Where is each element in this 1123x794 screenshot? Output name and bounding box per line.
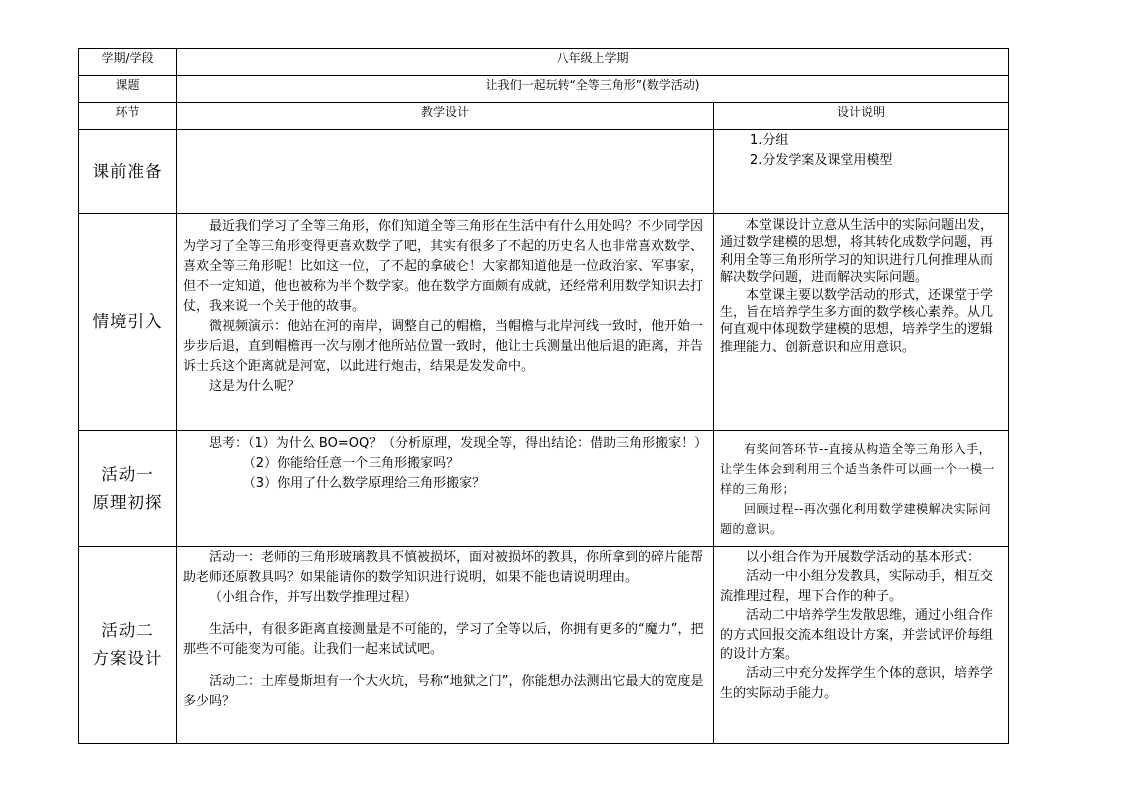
note-paragraph: 1.分组	[750, 133, 789, 148]
notes-cell	[714, 214, 1009, 431]
topic-value: 让我们一起玩转“全等三角形”(数学活动)	[177, 76, 1009, 103]
design-paragraph: 生活中，有很多距离直接测量是不可能的，学习了全等以后，你拥有更多的“魔力”，把那些不可能变为可能。让我们一起来试试吧。	[183, 622, 704, 657]
note-paragraph: 活动二中培养学生发散思维，通过小组合作的方式回报交流本组设计方案，并尝试评价每组的设计方案。	[720, 608, 994, 663]
term-value: 八年级上学期	[177, 49, 1009, 76]
design-cell	[177, 547, 714, 744]
notes-cell	[714, 130, 1009, 214]
row-scenario-intro	[79, 214, 1009, 431]
term-label: 学期/学段	[79, 49, 177, 76]
stage-label: 课前准备	[92, 161, 163, 181]
topic-row	[79, 76, 1009, 103]
note-paragraph: 有奖问答环节--直接从构造全等三角形入手，让学生体会到利用三个适当条件可以画一个一模一样的三角形；	[720, 442, 996, 496]
design-paragraph: 思考：（1）为什么 BO=OQ？（分析原理，发现全等，得出结论：借助三角形搬家！）	[209, 436, 708, 451]
design-paragraph: （2）你能给任意一个三角形搬家吗？	[242, 456, 460, 471]
note-paragraph: 活动三中充分发挥学生个体的意识，培养学生的实际动手能力。	[720, 666, 994, 701]
stage-cell	[79, 214, 177, 431]
column-header-notes: 设计说明	[714, 103, 1009, 130]
design-paragraph: （小组合作，并写出数学推理过程）	[209, 590, 418, 605]
stage-label-line: 活动一	[101, 464, 154, 484]
design-paragraph: 最近我们学习了全等三角形，你们知道全等三角形在生活中有什么用处吗？不少同学因为学习了全等三角形变得更喜欢数学了吧，其实有很多了不起的历史名人也非常喜欢数学、喜欢全等三角形呢！比如这一位，了不起的拿破仑！大家都知道他是一位政治家、军事家，但不一定知道，他也被称为半个数学家。他在数学方面颇有成就，还经常利用数学知识去打仗，我来说一个关于他的故事。	[183, 219, 704, 314]
stage-label: 情境引入	[92, 312, 163, 331]
row-activity-two	[79, 547, 1009, 744]
stage-cell	[79, 431, 177, 547]
stage-label-line: 方案设计	[92, 649, 163, 668]
stage-cell	[79, 547, 177, 744]
note-paragraph: 活动一中小组分发教具，实际动手，相互交流推理过程，埋下合作的种子。	[720, 569, 994, 604]
design-paragraph: 活动一：老师的三角形玻璃教具不慎被损坏，面对被损坏的教具，你所拿到的碎片能帮助老师还原教具吗？如果能请你的数学知识进行说明，如果不能也请说明理由。	[183, 550, 704, 585]
design-paragraph: 微视频演示：他站在河的南岸，调整自己的帽檐，当帽檐与北岸河线一致时，他开始一步步后退，直到帽檐再一次与刚才他所站位置一致时，他让士兵测量出他后退的距离，并告诉士兵这个距离就是河宽，以此进行炮击，结果是发发命中。	[183, 319, 704, 374]
note-paragraph: 2.分发学案及课堂用模型	[750, 153, 893, 168]
design-paragraph: 这是为什么呢？	[209, 379, 301, 394]
lesson-plan-table	[78, 48, 1009, 744]
note-paragraph: 回顾过程--再次强化利用数学建模解决实际问题的意识。	[720, 502, 992, 536]
design-cell	[177, 431, 714, 547]
topic-label: 课题	[79, 76, 177, 103]
design-cell	[177, 214, 714, 431]
note-paragraph: 本堂课设计立意从生活中的实际问题出发，通过数学建模的思想，将其转化成数学问题，再利用全等三角形所学习的知识进行几何推理从而解决数学问题，进而解决实际问题。	[720, 218, 994, 286]
design-paragraph: 活动二：土库曼斯坦有一个大火坑，号称“地狱之门”，你能想办法测出它最大的宽度是多少吗？	[183, 674, 704, 709]
term-row	[79, 49, 1009, 76]
stage-label-line: 原理初探	[92, 492, 163, 512]
row-preparation	[79, 130, 1009, 214]
row-activity-one	[79, 431, 1009, 547]
stage-label-line: 活动二	[101, 621, 154, 640]
notes-cell	[714, 431, 1009, 547]
design-paragraph: （3）你用了什么数学原理给三角形搬家？	[242, 476, 486, 491]
note-paragraph: 本堂课主要以数学活动的形式，还课堂于学生，旨在培养学生多方面的数学核心素养。从几何直观中体现数学建模的思想，培养学生的逻辑推理能力、创新意识和应用意识。	[720, 287, 994, 355]
design-cell-empty	[177, 130, 714, 214]
column-header-row	[79, 103, 1009, 130]
notes-cell	[714, 547, 1009, 744]
note-paragraph: 以小组合作为开展数学活动的基本形式：	[746, 550, 981, 565]
column-header-design: 教学设计	[177, 103, 714, 130]
stage-cell	[79, 130, 177, 214]
column-header-stage: 环节	[79, 103, 177, 130]
